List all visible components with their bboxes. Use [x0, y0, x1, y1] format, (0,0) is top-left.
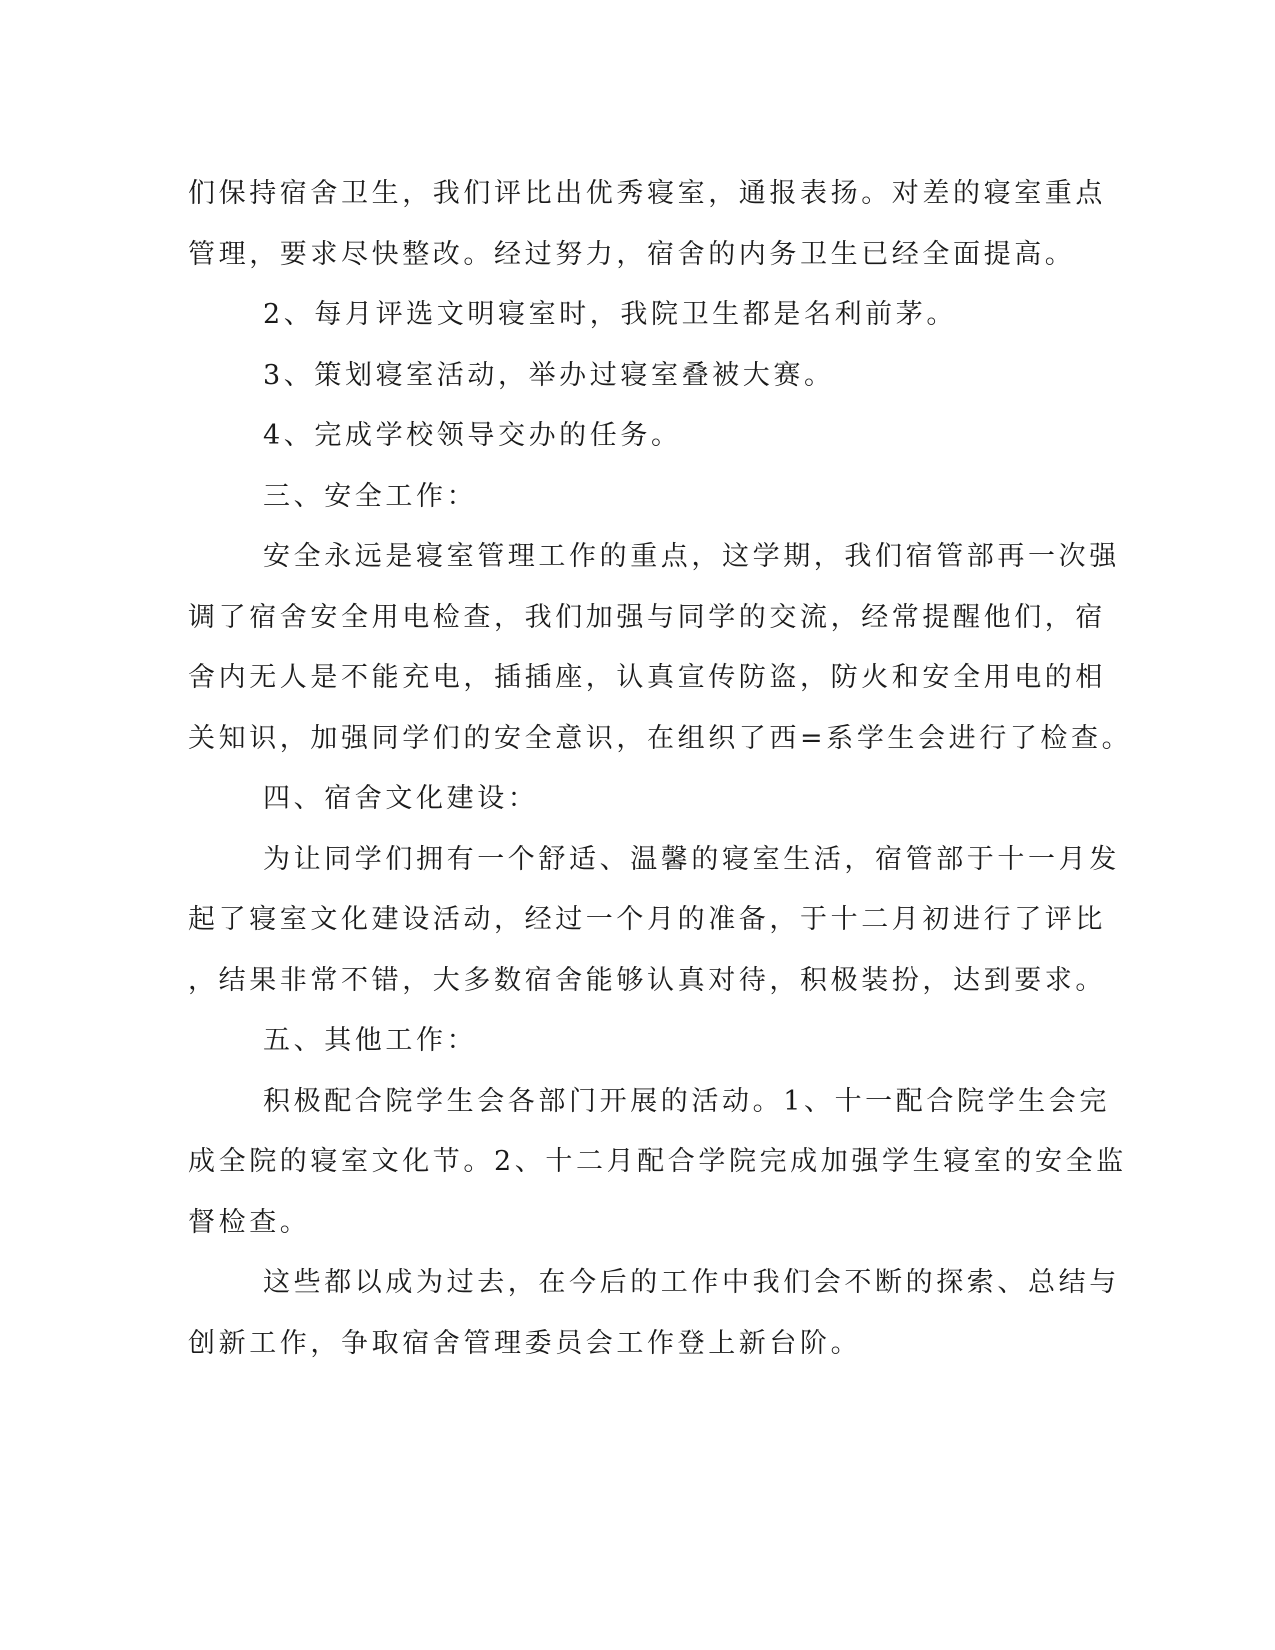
- text-line: 调了宿舍安全用电检查，我们加强与同学的交流，经常提醒他们，宿: [188, 601, 1106, 633]
- text-line: 管理，要求尽快整改。经过努力，宿舍的内务卫生已经全面提高。: [188, 238, 1076, 270]
- text-line: 安全永远是寝室管理工作的重点，这学期，我们宿管部再一次强: [263, 541, 1120, 572]
- text-line: 们保持宿舍卫生，我们评比出优秀寝室，通报表扬。对差的寝室重点: [188, 178, 1106, 209]
- text-line: 为让同学们拥有一个舒适、温馨的寝室生活，宿管部于十一月发: [263, 843, 1120, 875]
- document-body: [188, 164, 1133, 1374]
- text-line: 2、每月评选文明寝室时，我院卫生都是名利前茅。: [263, 299, 957, 330]
- text-line: 四、宿舍文化建设：: [263, 783, 539, 814]
- text-line: 创新工作，争取宿舍管理委员会工作登上新台阶。: [188, 1327, 862, 1359]
- text-line: 起了寝室文化建设活动，经过一个月的准备，于十二月初进行了评比: [188, 904, 1106, 935]
- text-line: 3、策划寝室活动，举办过寝室叠被大赛。: [263, 359, 835, 391]
- text-line: ，结果非常不错，大多数宿舍能够认真对待，积极装扮，达到要求。: [188, 964, 1106, 996]
- text-line: 4、完成学校领导交办的任务。: [263, 420, 682, 451]
- text-line: 关知识，加强同学们的安全意识，在组织了西=系学生会进行了检查。: [188, 722, 1133, 754]
- text-line: 成全院的寝室文化节。2、十二月配合学院完成加强学生寝室的安全监: [188, 1146, 1127, 1177]
- text-line: 五、其他工作：: [263, 1025, 478, 1056]
- text-line: 这些都以成为过去，在今后的工作中我们会不断的探索、总结与: [263, 1267, 1120, 1298]
- text-line: 积极配合院学生会各部门开展的活动。1、十一配合院学生会完: [263, 1085, 1110, 1117]
- text-line: 三、安全工作：: [263, 480, 478, 512]
- text-line: 督检查。: [188, 1206, 311, 1238]
- text-line: 舍内无人是不能充电，插插座，认真宣传防盗，防火和安全用电的相: [188, 662, 1106, 693]
